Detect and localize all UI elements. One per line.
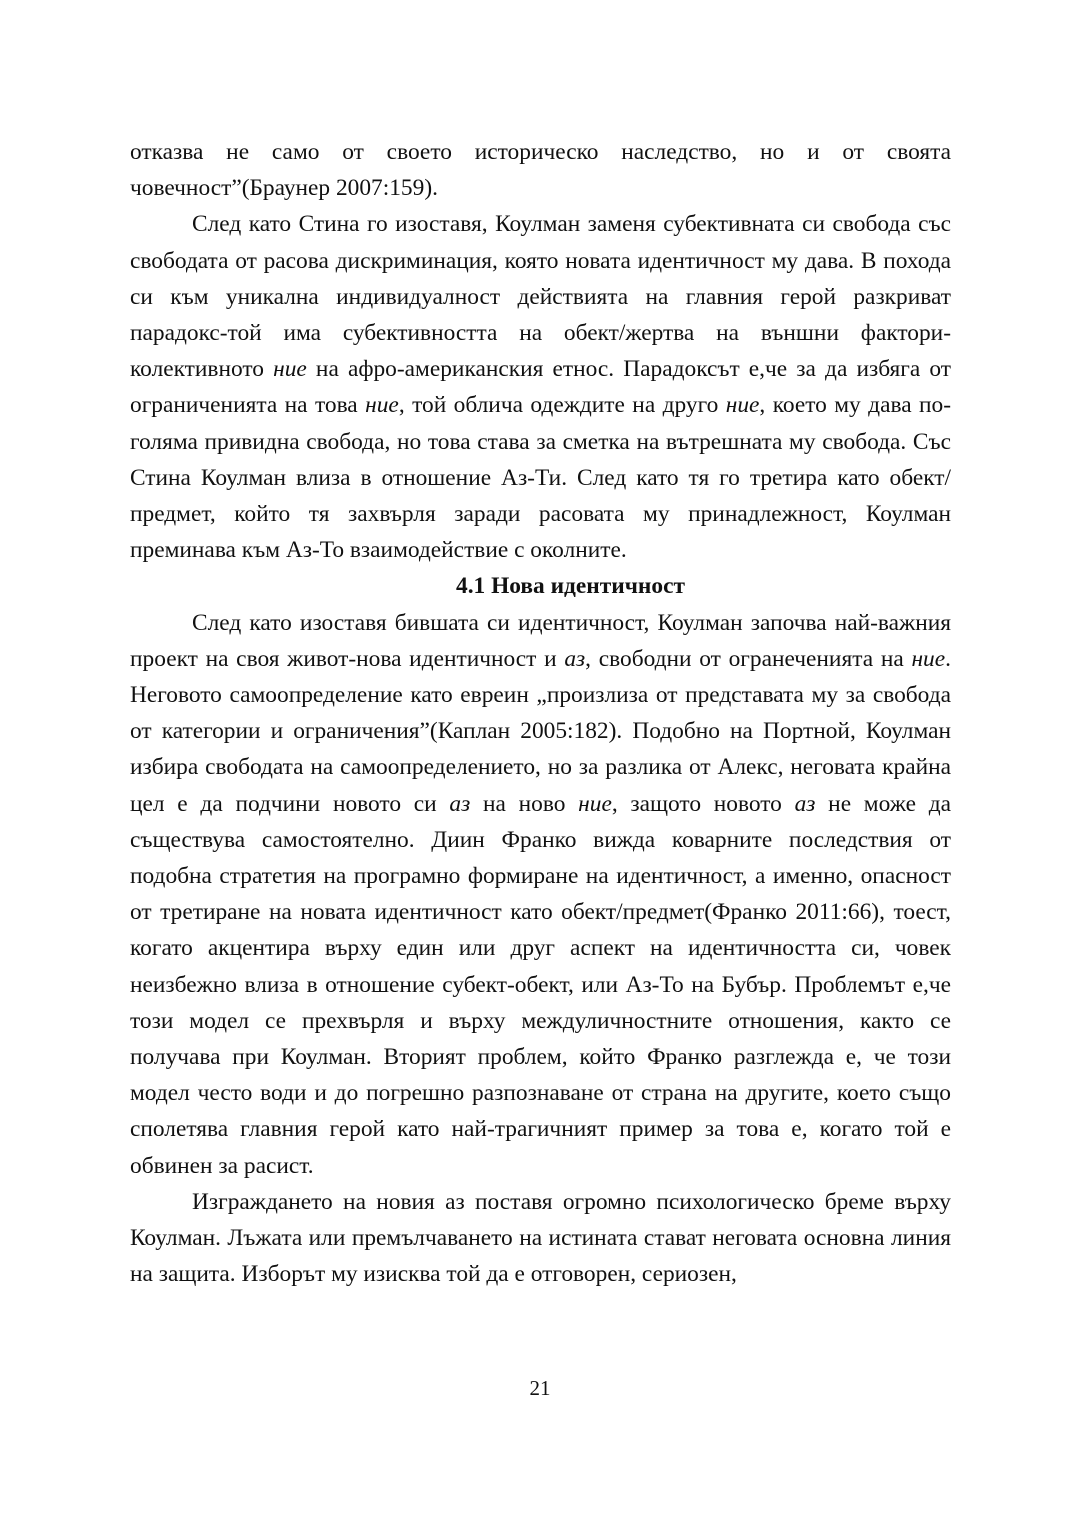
page-number: 21 (529, 1376, 551, 1400)
italic-term: ние (365, 392, 399, 419)
text-run: отказва не само от своето историческо наследство, но и от своята човечност”(Браунер 2007:159). (130, 139, 951, 202)
italic-term: аз (449, 790, 471, 817)
italic-term: ние (725, 392, 760, 419)
paragraph (130, 206, 951, 568)
paragraph (130, 134, 951, 206)
text-run: , защото новото (611, 790, 795, 817)
italic-term: аз (564, 645, 586, 672)
text-run: . Неговото самоопределение като евреин „произлиза от представата му за свобода от категории и ограничения”(Каплан 2005:182). Подобно на Портной, Коулман избира свободата на самоопределението, но за разлика от Алекс, неговата крайна цел е да подчини новото си (130, 645, 951, 817)
section-heading: 4.1 Нова идентичност (456, 573, 685, 600)
text-run: не може да съществува самостоятелно. Диин Франко вижда коварните последствия от подобна стратетия на програмно формиране на идентичност, а именно, опасност от третиране на новата идентичност като обект/предмет(Франко 2011:66), тоест, когато акцентира върху един или друг аспект на идентичността си, човек неизбежно влиза в отношение субект-обект, или Аз-То на Бубър. Проблемът е,че този модел се прехвърля и върху междуличностните отношения, както се получава при Коулман. Вторият проблем, който Франко разглежда е, че този модел често води и до погрешно разпознаване от страна на другите, което също сполетява главния герой като най-трагичният пример за това е, когато той е обвинен за расист. (130, 790, 951, 1179)
text-run: След като Стина го изоставя, Коулман заменя субективната си свобода със свободата от расова дискриминация, която новата идентичност му дава. В похода си към уникална индивидуалност действията на главния герой разкриват парадокс-той има субективността на обект/жертва на външни фактори-колективното (130, 211, 951, 383)
text-run: , свободни от огранеченията на (585, 645, 912, 672)
body-text (130, 134, 951, 1293)
text-run: , той облича одеждите на друго (398, 392, 726, 419)
text-run: Изграждането на новия аз поставя огромно психологическо бреме върху Коулман. Лъжата или премълчаването на истината стават неговата основна линия на защита. Изборът му изисква той да е отговорен, сериозен, (130, 1188, 951, 1288)
italic-term: ние (911, 645, 946, 672)
text-run: След като изоставя бившата си идентичност, Коулман започва най-важния проект на своя живот-нова идентичност и (130, 609, 951, 672)
italic-term: ние (273, 356, 307, 383)
text-run: на ново (470, 790, 579, 817)
italic-term: аз (794, 790, 816, 817)
italic-term: ние (578, 790, 612, 817)
paragraph (130, 605, 951, 1184)
paragraph (130, 1184, 951, 1293)
text-run: на афро-американския етнос. Парадоксът е,че за да избяга от ограниченията на това (130, 356, 951, 419)
text-run: , което му дава по-голяма привидна свобода, но това става за сметка на вътрешната му свобода. Със Стина Коулман влиза в отношение Аз-Ти. След като тя го третира като обект/предмет, който тя захвърля заради расовата му принадлежност, Коулман преминава към Аз-То взаимодействие с околните. (130, 392, 951, 564)
